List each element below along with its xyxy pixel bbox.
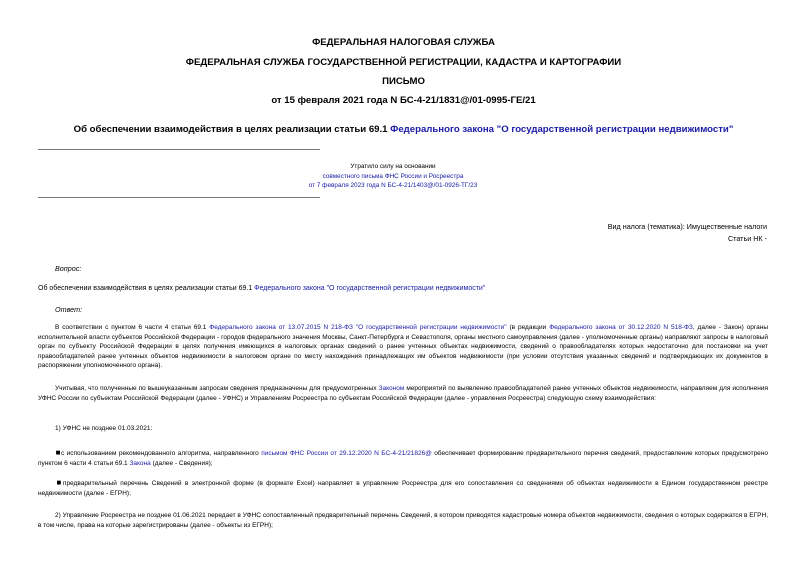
p4-text-a: с использованием рекомендованного алгоритма, направленного [61, 450, 262, 457]
divider-bottom [38, 197, 320, 198]
p4-fns-letter-link[interactable]: письмом ФНС России от 29.12.2020 N БС-4-21/21826@ [261, 450, 432, 457]
p1-text-c: , далее - Закон) органы исполнительной власти субъектов Российской Федерации - городов федерального значения Москвы, Санкт-Петербурга и Севастополя, органы местного самоуправления (далее - уполномоченные органы) направляют запросы в налоговый орган по субъекту Российской Федерации в целях получения имеющихся в налоговых органах сведений о ранее учтенных объектах недвижимости, сведений о правообладателях которых недостаточно для постановки на учет правообладателей ранее учтенных объектов недвижимости в налоговом органе по месту нахождения принадлежащих им объектов недвижимости (при условии отсутствия указанных сведений и подтверждающих их документов в распоряжении уполномоченного органа). [38, 324, 768, 370]
tax-type: Вид налога (тематика): Имущественные налоги [607, 222, 767, 231]
p2-text-a: Учитывая, что полученные по вышеуказанным запросам сведения предназначены для предусмотренных [55, 385, 379, 392]
paragraph-1 [38, 323, 768, 371]
p5-text: предварительный перечень Сведений в электронной форме (в формате Excel) направляет в управление Росреестра для его сопоставления со сведениями об объектах недвижимости в Едином государственном реестре недвижимости (далее - ЕГРН); [38, 480, 768, 497]
p2-text-b: мероприятий по выявлению правообладателей ранее учтенных объектов недвижимости, направляем для исполнения УФНС России по субъектам Российской Федерации (далее - УФНС) и Управлениям Росреестра по субъектам Российской Федерации (далее - управления Росреестра) следующую схему взаимодействия: [38, 385, 768, 402]
paragraph-3 [38, 424, 768, 434]
bullet-icon: ■ [55, 478, 63, 487]
answer-label: Ответ: [55, 305, 83, 314]
p6-text: 2) Управление Росреестра не позднее 01.06.2021 передает в УФНС сопоставленный предварительный перечень Сведений, в котором приводятся кадастровые номера объектов недвижимости, сведения о которых содержатся в ЕГРН, в том числе, права на которые зарегистрированы (далее - объекты из ЕГРН); [38, 512, 768, 529]
p3-text: 1) УФНС не позднее 01.03.2021: [55, 425, 153, 432]
p1-law-518-link[interactable]: Федерального закона от 30.12.2020 N 518-ФЗ [549, 324, 693, 331]
title-law-link[interactable]: Федерального закона "О государственной регистрации недвижимости" [390, 124, 734, 135]
question-text-prefix: Об обеспечении взаимодействия в целях реализации статьи 69.1 [38, 285, 255, 292]
bullet-icon: ■ [55, 448, 61, 457]
document-title [0, 124, 807, 135]
status-note-link-number[interactable]: от 7 февраля 2023 года N БС-4-21/1403@/01-0926-ТГ/23 [308, 182, 478, 190]
p4-text-b: обеспечивает формирование предварительного перечня сведений, предоставление которых предусмотрено пунктом 6 части 4 статьи 69.1 [38, 450, 768, 467]
p1-text-a: В соответствии с пунктом 6 части 4 статьи 69.1 [55, 324, 210, 331]
paragraph-6 [38, 511, 768, 530]
p1-law-218-link[interactable]: Федерального закона от 13.07.2015 N 218-ФЗ "О государственной регистрации недвижимости" [209, 324, 507, 331]
paragraph-4 [38, 448, 768, 468]
p1-text-b: (в редакции [506, 324, 550, 331]
p4-law-link[interactable]: Закона [129, 459, 151, 467]
tax-code-articles: Статьи НК - [727, 234, 767, 243]
p4-text-c: (далее - Сведения); [150, 459, 213, 467]
agency-name-rosreestr: ФЕДЕРАЛЬНАЯ СЛУЖБА ГОСУДАРСТВЕННОЙ РЕГИСТРАЦИИ, КАДАСТРА И КАРТОГРАФИИ [185, 57, 622, 68]
question-text [38, 284, 768, 294]
status-note-text: Утратило силу на основании [350, 163, 436, 170]
question-law-link[interactable]: Федерального закона "О государственной регистрации недвижимости" [254, 285, 486, 292]
paragraph-5 [38, 478, 768, 498]
document-number-date: от 15 февраля 2021 года N БС-4-21/1831@/01-0995-ГЕ/21 [271, 95, 536, 106]
divider-top [38, 149, 320, 150]
agency-name-fns: ФЕДЕРАЛЬНАЯ НАЛОГОВАЯ СЛУЖБА [312, 37, 495, 48]
status-note-link-letter[interactable]: совместного письма ФНС России и Росреестра [322, 172, 464, 180]
title-text: Об обеспечении взаимодействия в целях реализации статьи 69.1 [73, 124, 391, 135]
document-type: ПИСЬМО [382, 76, 425, 87]
status-note [248, 162, 538, 191]
question-label: Вопрос: [55, 264, 82, 273]
p2-law-link[interactable]: Законом [378, 385, 405, 392]
paragraph-2 [38, 384, 768, 403]
